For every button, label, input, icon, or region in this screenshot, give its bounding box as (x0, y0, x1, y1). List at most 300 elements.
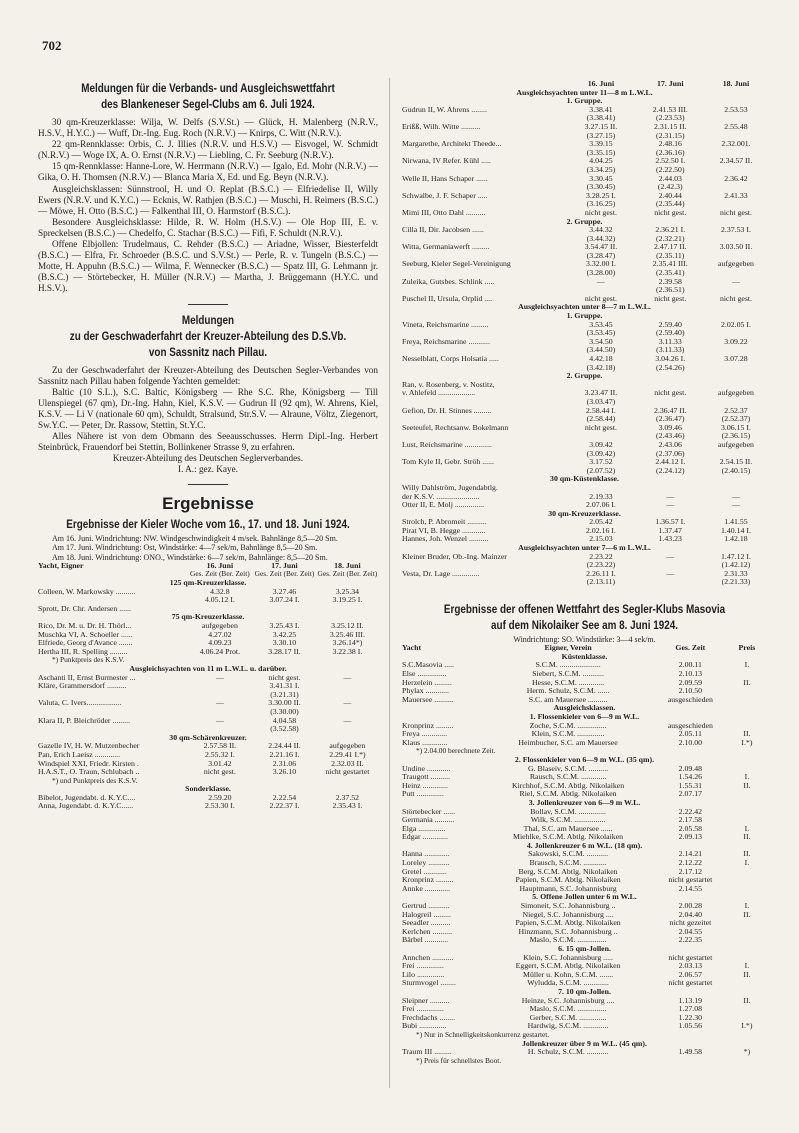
table-cell: 3.26.10 (272, 768, 297, 777)
table-cell (402, 467, 566, 476)
table-cell: Anna, Jugendabt. d. K.Y.C...... (38, 802, 134, 811)
table-row (402, 269, 767, 278)
table-cell: — (215, 699, 224, 708)
class-heading-row (38, 734, 378, 743)
table-cell: nicht gestartet (668, 979, 713, 988)
table-cell: Kläre, Grammersdorf .......... (38, 682, 127, 691)
class-heading-row (38, 785, 378, 794)
table-cell (705, 286, 767, 295)
table-row (402, 106, 767, 115)
table-cell: — (343, 716, 352, 725)
table-row (402, 398, 767, 407)
table-cell (38, 596, 188, 605)
footnote-row (38, 656, 378, 665)
table-row (402, 467, 767, 476)
wind-note: Am 18. Juni. Windrichtung: ONO., Windstärke: 6—7 sek/m, Bahnlänge: 8,5—20 Sm. (52, 552, 328, 562)
table-cell: 18. Juni (334, 561, 361, 570)
table-row (402, 954, 767, 963)
table-row (402, 739, 767, 748)
table-cell (566, 484, 635, 493)
table-cell: 2.07.17 (678, 790, 703, 799)
table-cell: Wyludda, S.C.M. ............. (527, 979, 609, 988)
table-cell: Lust, Reichsmarine .............. (402, 440, 492, 449)
table-row (402, 235, 767, 244)
class-heading-row (402, 303, 767, 312)
table-cell (727, 816, 767, 825)
table-cell (705, 252, 767, 261)
table-cell: Ges. Zeit (Ber. Zeit) (190, 570, 250, 579)
table-cell: ausgeschieden (667, 721, 713, 730)
table-cell: 2.04.40 (678, 910, 703, 919)
table-row (402, 183, 767, 192)
table-cell: Vesta, Dr. Lage .............. (402, 569, 480, 578)
table-cell: ausgeschieden (667, 695, 713, 704)
table-cell: 2.31.06 (272, 759, 297, 768)
table-cell: II. (743, 970, 751, 979)
table-cell: Kronprinz ......... (402, 721, 454, 730)
table-cell: 2.40.44 (658, 191, 682, 200)
table-cell: (2.07.52) (586, 466, 616, 475)
table-cell: Freya ............. (402, 730, 448, 739)
table-cell: 3.25.34 (335, 587, 360, 596)
table-cell: (3.44.50) (586, 346, 616, 355)
table-cell: (2.35.44) (655, 200, 685, 209)
table-cell: Frei .............. (402, 1005, 444, 1014)
table-cell: v. Ahlefeld ................... (402, 389, 476, 398)
table-cell: Bibelot, Jugendabt. d. K.Y.C.... (38, 793, 136, 802)
table-cell: (3.30.00) (270, 707, 299, 716)
table-cell: Klein, S.C. Johannisburg ..... (523, 953, 613, 962)
table-cell: Zuleika, Gutsbes. Schlink ..... (402, 277, 495, 286)
table-cell: 2.22.42 (678, 807, 703, 816)
table-cell: Sakowski, S.C.M. ........... (528, 850, 609, 859)
table-cell (566, 286, 635, 295)
table-cell: II. (743, 781, 751, 790)
table-cell: 1.42.18 (724, 535, 748, 544)
table-row (402, 808, 767, 817)
table-row (38, 794, 378, 803)
table-cell: aufgegeben (201, 622, 238, 631)
table-cell: 3.25.46 III. (329, 630, 365, 639)
kieler-woche-results-table (38, 562, 378, 811)
table-cell: Rausch, S.C.M. ............. (529, 773, 607, 782)
table-cell: 2.22.35 (678, 936, 703, 945)
table-cell: Aschanti II, Ernst Burmester ... (38, 673, 136, 682)
table-cell (727, 670, 767, 679)
table-cell (402, 269, 566, 278)
table-row (38, 682, 378, 691)
table-cell: I.*) (741, 1022, 753, 1031)
table-cell: nicht gest. (654, 294, 687, 303)
table-cell (636, 398, 705, 407)
table-cell: 2.10.50 (678, 687, 703, 696)
class-heading-row (402, 653, 767, 662)
table-cell: — (666, 501, 675, 510)
table-row (402, 192, 767, 201)
footnote: *) Nur in Schnelligkeitskonkurrenz gestartet. (416, 1030, 550, 1039)
table-cell (727, 876, 767, 885)
table-cell: 3.53.45 (589, 320, 613, 329)
table-cell: 2.17.12 (678, 867, 703, 876)
kieler-woche-title: Ergebnisse der Kieler Woche vom 16., 17. und 18. Juni 1924. (66, 519, 350, 532)
footnote: *) Punktpreis des K.S.V. (52, 656, 125, 665)
table-cell: 2.09.13 (678, 833, 703, 842)
table-cell: aufgegeben (718, 440, 754, 449)
class-heading: 7. 10 qm-Jollen. (558, 987, 611, 996)
table-row (402, 722, 767, 731)
table-cell: Maslo, S.C.M. ............... (529, 1005, 607, 1014)
table-row (402, 578, 767, 587)
table-cell: Valuta, C. Ivers.................. (38, 699, 122, 708)
table-cell: (3.27.15) (586, 131, 616, 140)
table-cell (705, 364, 767, 373)
table-row (402, 962, 767, 971)
table-cell: Pan, Erich Laeisz ............. (38, 750, 121, 759)
table-cell (402, 364, 566, 373)
class-heading: Jollenkreuzer über 9 m W.L. (45 qm). (522, 1039, 647, 1048)
table-cell: Kronprinz ......... (402, 876, 454, 885)
table-cell: Vineta, Reichsmarine ......... (402, 320, 489, 329)
table-cell: Gerber, S.C.M. .............. (529, 1013, 607, 1022)
table-cell: 2.59.20 (208, 793, 232, 802)
table-cell: Zoche, S.C.M. ............... (529, 721, 607, 730)
table-cell: 3.54.47 II. (584, 243, 618, 252)
table-cell: Heimbucher, S.C. am Mauersee (518, 738, 618, 747)
section-separator (188, 484, 228, 485)
class-heading: 2. Gruppe. (566, 372, 603, 381)
table-cell: 3.03.50 II. (719, 243, 753, 252)
table-cell: (3.28.47) (586, 251, 616, 260)
table-cell: Gudrun II, W. Ahrens ........ (402, 105, 487, 114)
table-cell: — (343, 699, 352, 708)
table-cell: 2.32.001. (721, 140, 751, 149)
table-cell: 2.39.58 (658, 277, 682, 286)
table-cell: 1.37.47 (658, 526, 682, 535)
table-cell: 2.14.55 (678, 884, 703, 893)
table-cell: — (732, 492, 740, 501)
table-row (402, 458, 767, 467)
table-cell: 2.04.55 (678, 927, 703, 936)
table-cell: nicht gest. (584, 423, 617, 432)
masovia-title-line1: Ergebnisse der offenen Wettfahrt des Segler-Klubs Masovia (443, 604, 726, 617)
table-cell: Welle II, Hans Schaper ...... (402, 174, 488, 183)
table-cell: (2.43.46) (655, 432, 685, 441)
table-cell: Gertrud ........... (402, 902, 450, 911)
table-header-row (402, 80, 767, 89)
table-cell: Eggert, S.C.M. Abtlg. Nikolaiken (515, 962, 621, 971)
table-cell (727, 765, 767, 774)
table-cell: Gretel ............ (402, 867, 447, 876)
table-cell: (2.36.15) (721, 432, 751, 441)
table-cell (38, 725, 188, 734)
table-cell: (2.23.22) (586, 561, 616, 570)
table-cell: Störtebecker ...... (402, 807, 456, 816)
table-cell (705, 183, 767, 192)
table-cell (727, 919, 767, 928)
table-row (402, 868, 767, 877)
table-cell: 3.54.50 (589, 337, 613, 346)
table-cell: 4.04.58 (272, 716, 297, 725)
table-row (38, 588, 378, 597)
table-cell: 2.35.43 I. (332, 802, 363, 811)
table-row (402, 561, 767, 570)
table-cell: 2.53.30 I. (204, 802, 235, 811)
table-cell: Miehlke, S.C.M. Abtlg. Nikolaiken (513, 833, 624, 842)
table-row (402, 979, 767, 988)
table-cell (188, 605, 253, 614)
meldungen2-body (38, 365, 378, 454)
table-cell: 4.04.25 (589, 157, 613, 166)
table-cell: 3.28.25 I. (585, 191, 616, 200)
table-row (38, 648, 378, 657)
class-heading-row (402, 89, 767, 98)
table-cell: H. Schulz, S.C.M. ........... (527, 1048, 609, 1057)
table-cell: Pirat VI, B. Hegge ............ (402, 526, 486, 535)
table-row (402, 140, 767, 149)
table-cell: Klara II, P. Bleichröder ......... (38, 716, 131, 725)
table-cell: 16. Juni (206, 561, 234, 570)
class-heading: Ausgleichsyachten von 11 m L.W.L. u. darüber. (129, 664, 287, 673)
table-cell: (2.54.26) (655, 363, 685, 372)
table-cell: — (666, 569, 675, 578)
table-cell: S.C.Masovia ..... (402, 661, 454, 670)
footnote: *) und Punktpreis des K.S.V. (52, 776, 138, 785)
entry-paragraph: 30 qm-Kreuzerklasse: Wilja, W. Delfs (S.V.St.) — Glück, H. Malenberg (N.R.V., H.S.V., H.Y.C.) — Wuff, Dr.-Ing. Eug. Roch (N.R.V.) — Knirps, C. Witt (N.R.V.). (38, 117, 378, 139)
table-cell: 18. Juni (722, 80, 750, 88)
table-cell: 2.10.13 (678, 670, 703, 679)
table-cell: 2.29.41 I.*) (329, 750, 366, 759)
table-cell: 2.22.54 (272, 793, 297, 802)
table-cell: Yacht, Eigner (38, 561, 84, 570)
table-cell (402, 561, 566, 570)
table-cell: *) (743, 1048, 751, 1057)
table-row (402, 936, 767, 945)
table-cell: (3.38.41) (586, 114, 616, 123)
meldungen2-title-line2: zu der Geschwaderfahrt der Kreuzer-Abteilung des D.S.Vb. (69, 330, 347, 343)
table-cell (705, 398, 767, 407)
table-row (38, 742, 378, 751)
table-cell (727, 979, 767, 988)
meldungen1-title-line2: des Blankeneser Segel-Clubs am 6. Juli 1924. (101, 99, 315, 111)
table-cell (402, 346, 566, 355)
table-cell (402, 200, 566, 209)
ergebnisse-heading: Ergebnisse (162, 494, 254, 514)
table-cell: (2.35.11) (656, 251, 685, 260)
table-cell: Muschka VI, A. Schoeller ...... (38, 630, 133, 639)
table-cell: 1.41.55 (724, 518, 748, 527)
table-cell (705, 329, 767, 338)
table-cell: I.*) (741, 738, 753, 747)
table-cell: 4.42.18 (589, 355, 613, 363)
table-row (402, 484, 767, 493)
table-cell: 2.14.21 (678, 850, 703, 859)
class-heading-row (402, 713, 767, 722)
table-cell: Klaus ............. (402, 738, 448, 747)
table-row (402, 696, 767, 705)
table-cell: 3.26.14*) (332, 639, 363, 648)
table-cell: 2.02.16 I. (585, 526, 616, 535)
table-cell: — (597, 277, 605, 286)
class-heading-row (402, 756, 767, 765)
class-heading: Ausgleichsyachten unter 11—8 m L.W.L. (516, 88, 653, 97)
table-row (402, 535, 767, 544)
table-row (402, 243, 767, 252)
class-heading-row (38, 665, 378, 674)
table-cell: 3.39.15 (589, 140, 613, 149)
table-cell: (2.59.40) (655, 329, 685, 338)
table-cell: Frei .............. (402, 962, 444, 971)
table-cell: (2.35.41) (655, 269, 685, 278)
class-heading-row (402, 312, 767, 321)
class-heading-row (38, 613, 378, 622)
table-row (402, 765, 767, 774)
class-heading: 1. Gruppe. (566, 312, 603, 321)
class-heading: 1. Flossenkieler von 6—9 m W.L. (529, 712, 640, 721)
table-cell: nicht gest. (719, 294, 752, 303)
table-cell: 3.09.42 (589, 440, 613, 449)
table-cell: 3.30.45 (589, 174, 613, 183)
table-cell (727, 687, 767, 696)
table-cell: 1.05.56 (678, 1022, 703, 1031)
table-cell: 3.44.32 (589, 226, 613, 235)
column-divider (389, 78, 390, 1088)
table-cell: (2.21.33) (721, 578, 751, 587)
table-row (402, 389, 767, 398)
table-cell: 2.19.33 (589, 492, 613, 501)
table-row (402, 1048, 767, 1057)
class-heading-row (38, 579, 378, 588)
table-cell (727, 1005, 767, 1014)
table-row (402, 518, 767, 527)
table-cell: 3.09.22 (724, 337, 748, 346)
table-header-row (402, 644, 767, 653)
class-heading: 3. Jollenkreuzer von 6—9 m W.L. (528, 798, 641, 807)
table-cell: (2.22.50) (655, 165, 685, 174)
table-cell (705, 346, 767, 355)
table-cell: Elga .............. (402, 824, 446, 833)
table-cell: Sprott, Dr. Chr. Andersen ...... (38, 604, 131, 613)
page-number: 702 (42, 38, 62, 53)
table-row (402, 816, 767, 825)
table-cell: 2.05.58 (678, 824, 703, 833)
table-cell (402, 329, 566, 338)
table-cell: 3.04.26 I. (655, 355, 686, 363)
table-cell: Kirchhof, S.C.M. Abtlg. Nikolaiken (511, 781, 625, 790)
table-row (402, 338, 767, 347)
table-cell: Herzelein ......... (402, 678, 452, 687)
class-heading-row (402, 1040, 767, 1049)
table-cell: Gefion, Dr. H. Stinnes ......... (402, 406, 492, 415)
table-cell: (2.36.51) (655, 286, 685, 295)
table-row (402, 790, 767, 799)
table-cell: Otter II, E. Molj ............... (402, 501, 485, 510)
class-heading: 30 qm-Kreuzerklasse. (548, 509, 621, 518)
table-cell: 2.03.13 (678, 962, 703, 971)
table-cell: 2.12.22 (678, 859, 703, 868)
table-cell: 3.30.00 II. (268, 699, 301, 708)
table-row (402, 1005, 767, 1014)
table-cell: Witta, Germaniawerft ......... (402, 243, 490, 252)
table-cell: 2.31.33 (724, 569, 748, 578)
footnote-row (402, 747, 767, 756)
entry-paragraph: Besondere Ausgleichsklasse: Hilde, R. W. Holm (H.S.V.) — Ole Hop III, E. v. Spreckelsen (B.S.C.) — Chedelfo, C. Stachar (B.S.C.) — Fifi, F. Schuldt (N.R.V.). (38, 216, 378, 238)
class-heading-row (402, 893, 767, 902)
table-cell: — (666, 492, 675, 501)
left-column (38, 80, 378, 811)
table-cell: 1.36.57 I. (655, 518, 686, 527)
table-cell: Hesse, S.C.M. ............. (532, 678, 605, 687)
table-cell: II. (743, 678, 751, 687)
table-cell: 3.25.12 II. (331, 622, 364, 631)
masovia-results-table (402, 644, 767, 1065)
table-cell: Ges. Zeit (675, 644, 706, 653)
table-cell: Colleen, W. Markowsky .......... (38, 587, 136, 596)
table-row (402, 670, 767, 679)
table-cell: 2.06.57 (678, 970, 703, 979)
table-cell: 2.02.05 I. (721, 320, 751, 329)
table-cell: (3.53.45) (586, 329, 616, 338)
table-cell: — (215, 673, 224, 682)
table-cell: 2.41.53 III. (652, 105, 688, 114)
section-separator (188, 304, 228, 305)
class-heading-row (402, 97, 767, 106)
table-cell: II. (743, 910, 751, 919)
table-cell: II. (743, 833, 751, 842)
table-cell: Bubi .............. (402, 1022, 447, 1031)
table-row (402, 501, 767, 510)
table-cell: 2.24.44 II. (268, 742, 301, 751)
table-cell: Maslo, S.C.M. ............... (529, 936, 607, 945)
table-cell: 3.06.15 I. (721, 423, 751, 432)
table-cell (566, 432, 635, 441)
table-cell: (3.44.32) (586, 234, 616, 243)
table-row (38, 699, 378, 708)
table-row (402, 859, 767, 868)
table-cell: 2.15.03 (589, 535, 613, 544)
table-cell: Niegel, S.C. Johannisburg .... (522, 910, 614, 919)
table-row (402, 450, 767, 459)
table-row (402, 825, 767, 834)
table-row (38, 802, 378, 811)
table-row (402, 424, 767, 433)
entry-paragraph: Offene Elbjollen: Trudelmaus, C. Rehder (B.S.C.) — Ariadne, Wisser, Biesterfeldt (B.S.C.) — Elfra, Fr. Schroeder (B.S.C. und S.V.St.) — Perle, R. v. Tungeln (B.S.C.) — Motte, H. Appuhn (B.S.C.) — Wilma, F. Wennecker (B.S.C.) — Spatz III, G. Lehmann jr. (B.S.C.) — Störtebecker, H. Müller (N.R.V.) — Martha, J. Brüggemann (H.Y.C. und H.S.V.). (38, 239, 378, 294)
table-row (402, 415, 767, 424)
table-cell (402, 432, 566, 441)
table-cell: nicht gestartet (668, 953, 713, 962)
table-row (38, 622, 378, 631)
table-row (402, 876, 767, 885)
table-subheader-row (38, 570, 378, 579)
table-cell: S.C.M. ..................... (535, 661, 601, 670)
table-cell: Cilla II, Dir. Jacobsen ...... (402, 226, 484, 235)
table-cell: 2.54.15 II. (719, 458, 753, 467)
table-cell (727, 808, 767, 817)
table-cell (705, 200, 767, 209)
table-cell (727, 790, 767, 799)
table-cell: 2.57.58 II. (203, 742, 237, 751)
table-cell: 2.34.57 II. (719, 157, 753, 166)
table-cell: 1.54.26 (678, 773, 703, 782)
table-cell: Müller u. Kohn, S.C.M. ....... (523, 970, 614, 979)
table-cell (402, 80, 566, 89)
table-row (402, 355, 767, 364)
table-cell: 2.36.47 II. (654, 406, 687, 415)
table-row (38, 751, 378, 760)
table-cell: Hauptmann, S.C. Johannisburg (519, 884, 617, 893)
table-cell: 3.09.46 (658, 423, 682, 432)
table-cell (636, 578, 705, 587)
class-heading-row (402, 945, 767, 954)
